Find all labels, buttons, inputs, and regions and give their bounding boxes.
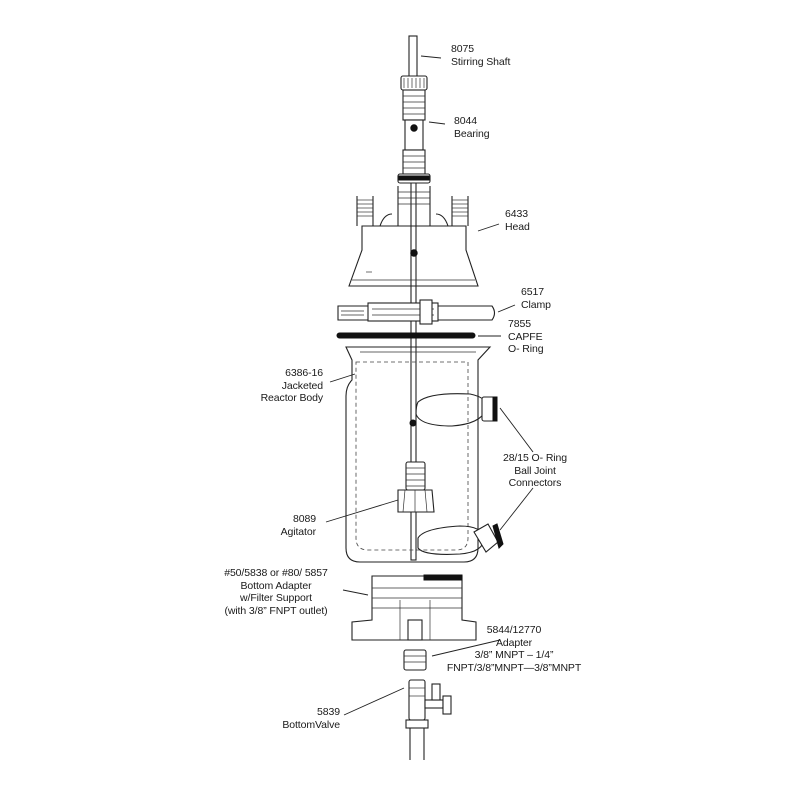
part-name-line-1: Adapter xyxy=(495,636,533,649)
leader-lines xyxy=(326,56,533,715)
clamp xyxy=(338,300,495,324)
part-name-line-3: FNPT/3/8”MNPT—3/8”MNPT xyxy=(446,661,582,674)
part-name: Bearing xyxy=(454,127,490,140)
adapter-fitting xyxy=(404,650,426,670)
part-number: 28/15 O- Ring xyxy=(502,452,568,464)
part-name: Agitator xyxy=(280,525,316,538)
label-capfe-o-ring xyxy=(508,318,543,356)
part-name-line-2: w/Filter Support xyxy=(240,592,312,604)
part-number: 7855 xyxy=(508,318,531,330)
part-name-line-2: 3/8” MNPT – 1/4” xyxy=(474,649,554,661)
capfe-o-ring xyxy=(337,333,475,338)
part-name-line-1: Jacketed xyxy=(281,379,323,392)
part-number: 6517 xyxy=(521,286,544,298)
part-name-line-1: Bottom Adapter xyxy=(240,579,312,592)
part-name-line-3: (with 3/8” FNPT outlet) xyxy=(224,604,328,617)
label-adapter xyxy=(446,624,582,674)
label-jacketed-reactor-body xyxy=(261,367,323,405)
part-name-line-2: O- Ring xyxy=(508,343,544,355)
part-name-line-2: Connectors xyxy=(508,477,562,489)
part-number: #50/5838 or #80/ 5857 xyxy=(224,567,328,579)
part-name-line-1: Ball Joint xyxy=(514,464,556,477)
label-clamp xyxy=(521,286,551,311)
part-number: 6433 xyxy=(505,208,528,220)
part-name: BottomValve xyxy=(282,718,340,731)
part-name: Head xyxy=(505,220,530,233)
label-bearing xyxy=(454,115,490,140)
part-number: 6386-16 xyxy=(285,367,323,379)
label-head xyxy=(505,208,530,233)
label-ball-joint-connectors xyxy=(496,452,574,490)
label-stirring-shaft xyxy=(451,43,510,68)
jacketed-reactor-body xyxy=(346,347,503,562)
bearing xyxy=(398,76,430,183)
part-number: 5839 xyxy=(317,706,340,718)
label-bottom-valve xyxy=(282,706,340,731)
label-agitator xyxy=(281,513,316,538)
part-name: Clamp xyxy=(521,298,551,311)
part-name: Stirring Shaft xyxy=(451,55,511,68)
label-bottom-adapter xyxy=(214,567,338,617)
part-number: 8075 xyxy=(451,43,474,55)
part-name-line-2: Reactor Body xyxy=(260,392,323,404)
part-number: 5844/12770 xyxy=(486,624,542,636)
part-number: 8044 xyxy=(454,115,477,127)
bottom-valve xyxy=(406,680,451,760)
agitator xyxy=(398,462,434,512)
part-name-line-1: CAPFE xyxy=(508,330,543,343)
part-number: 8089 xyxy=(293,513,316,525)
